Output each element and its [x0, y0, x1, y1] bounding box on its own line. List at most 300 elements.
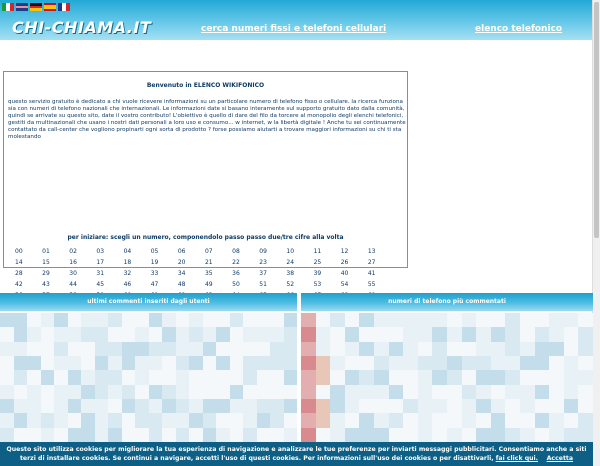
site-header — [0, 0, 593, 40]
blurred-cell — [41, 370, 55, 384]
blurred-cell — [403, 413, 418, 427]
blurred-cell — [316, 399, 331, 413]
prefix-link[interactable]: 37 — [259, 270, 267, 277]
blurred-cell — [330, 370, 345, 384]
blurred-cell — [149, 327, 163, 341]
blurred-cell — [41, 356, 55, 370]
blurred-cell — [81, 313, 95, 327]
prefix-link[interactable]: 22 — [232, 259, 240, 266]
cookie-accept-button[interactable]: Accetta — [546, 455, 574, 462]
blurred-cell — [418, 327, 433, 341]
blurred-cell — [578, 313, 593, 327]
blurred-cell — [230, 313, 244, 327]
blurred-cell — [505, 370, 520, 384]
blurred-cell — [301, 428, 316, 442]
prefix-link[interactable]: 20 — [177, 259, 186, 266]
blurred-cell — [284, 385, 298, 399]
blurred-cell — [564, 327, 579, 341]
blurred-cell — [95, 385, 109, 399]
blurred-cell — [122, 342, 136, 356]
cookie-banner — [0, 442, 593, 466]
blurred-cell — [14, 413, 28, 427]
prefix-link[interactable]: 38 — [286, 270, 295, 277]
blurred-cell — [68, 342, 82, 356]
prefix-link[interactable]: 07 — [204, 248, 213, 255]
prefix-link[interactable]: 16 — [69, 259, 77, 266]
blurred-cell — [149, 385, 163, 399]
blurred-cell — [270, 327, 284, 341]
blurred-cell — [549, 370, 564, 384]
prefix-link[interactable]: 48 — [177, 281, 186, 288]
blurred-cell — [257, 385, 271, 399]
blurred-cell — [432, 413, 447, 427]
blurred-cell — [162, 399, 176, 413]
prefix-link[interactable]: 02 — [69, 248, 77, 255]
blurred-cell — [230, 428, 244, 442]
blurred-cell — [243, 413, 257, 427]
blurred-cell — [149, 370, 163, 384]
prefix-link[interactable]: 50 — [232, 281, 240, 288]
blurred-cell — [301, 385, 316, 399]
blurred-cell — [418, 370, 433, 384]
blurred-cell — [284, 356, 298, 370]
blurred-cell — [54, 370, 68, 384]
blurred-cell — [432, 428, 447, 442]
blurred-cell — [345, 342, 360, 356]
blurred-cell — [564, 370, 579, 384]
blurred-cell — [54, 413, 68, 427]
blurred-cell — [520, 327, 535, 341]
prefix-link[interactable]: 32 — [123, 270, 132, 277]
blurred-cell — [535, 413, 550, 427]
blurred-cell — [257, 370, 271, 384]
cookie-text: Questo sito utilizza cookies per migliorare la tua esperienza di navigazione e analizzare le tue preferenze per inviarti messaggi pubblicitari. Consentiamo anche a siti terzi di installare cookies. Se continui a navigare, accetti l'uso di questi cookies. Per informazioni sull'uso dei cookies o per disattivarli, — [6, 446, 587, 462]
prefix-link[interactable]: 19 — [150, 259, 159, 266]
blurred-cell — [27, 428, 41, 442]
blurred-cell — [374, 399, 389, 413]
blurred-cell — [122, 413, 136, 427]
blurred-cell — [432, 385, 447, 399]
blurred-cell — [176, 313, 190, 327]
prefix-link[interactable]: 03 — [96, 248, 105, 255]
blurred-cell — [403, 356, 418, 370]
cookie-info-link[interactable]: fai click qui. — [495, 455, 539, 462]
blurred-cell — [359, 356, 374, 370]
prefix-link[interactable]: 01 — [42, 248, 50, 255]
prefix-link[interactable]: 35 — [204, 270, 213, 277]
blurred-cell — [95, 313, 109, 327]
blurred-cell — [491, 428, 506, 442]
blurred-cell — [243, 370, 257, 384]
blurred-cell — [54, 313, 68, 327]
blurred-cell — [122, 385, 136, 399]
blurred-cell — [549, 385, 564, 399]
blurred-cell — [403, 399, 418, 413]
blurred-cell — [535, 356, 550, 370]
blurred-cell — [462, 313, 477, 327]
blurred-cell — [122, 327, 136, 341]
blurred-cell — [520, 413, 535, 427]
prefix-link[interactable]: 44 — [69, 281, 77, 288]
blurred-cell — [535, 370, 550, 384]
blurred-cell — [491, 342, 506, 356]
latest-comments-list — [0, 313, 297, 442]
blurred-cell — [389, 327, 404, 341]
prefix-link[interactable]: 15 — [42, 259, 50, 266]
prefix-link[interactable]: 55 — [367, 281, 376, 288]
prefix-link[interactable]: 21 — [204, 259, 213, 266]
blurred-cell — [284, 399, 298, 413]
prefix-link[interactable]: 04 — [123, 248, 132, 255]
blurred-cell — [301, 356, 316, 370]
blurred-cell — [535, 313, 550, 327]
blurred-cell — [81, 399, 95, 413]
prefix-link[interactable]: 12 — [340, 248, 349, 255]
blurred-cell — [520, 370, 535, 384]
blurred-cell — [203, 413, 217, 427]
blurred-cell — [270, 413, 284, 427]
blurred-cell — [203, 313, 217, 327]
prefix-link[interactable]: 42 — [15, 281, 23, 288]
blurred-cell — [189, 399, 203, 413]
blurred-cell — [491, 399, 506, 413]
blurred-cell — [535, 342, 550, 356]
blurred-cell — [462, 385, 477, 399]
blurred-cell — [389, 413, 404, 427]
prefix-link[interactable]: 06 — [177, 248, 186, 255]
prefix-link[interactable]: 41 — [367, 270, 376, 277]
blurred-cell — [27, 399, 41, 413]
blurred-cell — [189, 327, 203, 341]
blurred-cell — [476, 356, 491, 370]
prefix-link[interactable]: 36 — [232, 270, 240, 277]
prefix-link[interactable]: 05 — [150, 248, 159, 255]
prefix-link[interactable]: 53 — [313, 281, 322, 288]
prefix-link[interactable]: 13 — [367, 248, 376, 255]
prefix-link[interactable]: 17 — [96, 259, 105, 266]
blurred-cell — [345, 428, 360, 442]
blurred-cell — [316, 313, 331, 327]
blurred-cell — [374, 327, 389, 341]
blurred-cell — [27, 356, 41, 370]
blurred-cell — [135, 342, 149, 356]
blurred-cell — [216, 342, 230, 356]
france-flag-icon[interactable] — [58, 3, 70, 11]
blurred-cell — [447, 428, 462, 442]
blurred-cell — [230, 342, 244, 356]
blurred-cell — [374, 370, 389, 384]
blurred-cell — [520, 428, 535, 442]
prefix-link[interactable]: 34 — [177, 270, 186, 277]
blurred-cell — [176, 399, 190, 413]
prefix-link[interactable]: 52 — [286, 281, 295, 288]
blurred-cell — [176, 428, 190, 442]
blurred-cell — [447, 385, 462, 399]
blurred-cell — [476, 327, 491, 341]
blurred-cell — [216, 313, 230, 327]
blurred-cell — [135, 385, 149, 399]
blurred-cell — [345, 413, 360, 427]
blurred-cell — [189, 313, 203, 327]
blurred-cell — [41, 327, 55, 341]
blurred-cell — [345, 370, 360, 384]
prefix-link[interactable]: 49 — [204, 281, 213, 288]
blurred-cell — [359, 327, 374, 341]
blurred-cell — [68, 413, 82, 427]
scrollbar-thumb[interactable] — [594, 2, 599, 238]
blurred-cell — [491, 385, 506, 399]
blurred-cell — [418, 342, 433, 356]
blurred-cell — [403, 313, 418, 327]
blurred-cell — [549, 342, 564, 356]
prefix-link[interactable]: 29 — [42, 270, 50, 277]
welcome-title: Benvenuto in ELENCO WIKIFONICO — [146, 82, 265, 89]
blurred-cell — [243, 356, 257, 370]
blurred-cell — [54, 399, 68, 413]
blurred-cell — [27, 385, 41, 399]
spain-flag-icon[interactable] — [44, 3, 56, 11]
blurred-cell — [108, 413, 122, 427]
site-logo[interactable]: CHI-CHIAMA.IT — [12, 18, 152, 37]
prefix-link[interactable]: 18 — [123, 259, 132, 266]
blurred-cell — [81, 413, 95, 427]
blurred-cell — [135, 413, 149, 427]
page-scrollbar[interactable] — [592, 0, 600, 466]
blurred-cell — [135, 428, 149, 442]
blurred-cell — [462, 413, 477, 427]
blurred-cell — [176, 342, 190, 356]
blurred-cell — [257, 313, 271, 327]
blurred-cell — [270, 370, 284, 384]
blurred-cell — [108, 313, 122, 327]
blurred-cell — [432, 370, 447, 384]
blurred-cell — [95, 399, 109, 413]
blurred-cell — [447, 399, 462, 413]
blurred-cell — [447, 342, 462, 356]
search-numbers-link[interactable]: cerca numeri fissi e telefoni cellulari — [201, 24, 387, 34]
blurred-cell — [216, 428, 230, 442]
blurred-cell — [491, 313, 506, 327]
most-commented-header: numeri di telefono più commentati — [301, 293, 593, 311]
blurred-cell — [108, 428, 122, 442]
prefix-link[interactable]: 40 — [340, 270, 349, 277]
blurred-cell — [462, 428, 477, 442]
blurred-cell — [257, 356, 271, 370]
blurred-cell — [54, 342, 68, 356]
blurred-cell — [564, 385, 579, 399]
blurred-cell — [41, 399, 55, 413]
blurred-cell — [432, 356, 447, 370]
blurred-cell — [359, 428, 374, 442]
prefix-link[interactable]: 30 — [69, 270, 77, 277]
blurred-cell — [549, 428, 564, 442]
blurred-cell — [230, 399, 244, 413]
blurred-cell — [389, 370, 404, 384]
blurred-cell — [230, 385, 244, 399]
blurred-cell — [505, 313, 520, 327]
blurred-cell — [135, 356, 149, 370]
prefix-link[interactable]: 51 — [259, 281, 267, 288]
blurred-cell — [108, 342, 122, 356]
blurred-cell — [549, 327, 564, 341]
latest-comments-header: ultimi commenti inseriti dagli utenti — [0, 293, 297, 311]
blurred-cell — [330, 327, 345, 341]
prefix-link[interactable]: 08 — [232, 248, 240, 255]
blurred-cell — [54, 356, 68, 370]
germany-flag-icon[interactable] — [30, 3, 42, 11]
blurred-cell — [68, 399, 82, 413]
blurred-cell — [203, 356, 217, 370]
blurred-cell — [418, 399, 433, 413]
blurred-cell — [68, 370, 82, 384]
prefix-link[interactable]: 00 — [15, 248, 23, 255]
prefix-link[interactable]: 10 — [286, 248, 295, 255]
prefix-link[interactable]: 26 — [340, 259, 349, 266]
blurred-cell — [330, 356, 345, 370]
blurred-cell — [108, 370, 122, 384]
welcome-intro: questo servizio gratuito è dedicato a chi vuole ricevere informazioni su un particolare numero di telefono fisso o cellulare. la ricerca funziona sia con numeri di telefono nazionali che internazionali. Le informazioni date si basano interamente sul supporto gratuito dato dalla comunità, quindi se arrivate su questo sito, date il vostro contributo! L'obiettivo è quello di dare del filo da torcere al monopolio degli elenchi telefonici, gestiti da multinazionali che usano i nostri dati personali a loro uso e consumo... w internet, w la libertà digitale ! Anche tu sei continuamente contattato da call-center che vogliono propinarti ogni sorta di prodotto ? forse possiamo aiutarti a trovare maggiori informazioni su chi ti sta molestando — [8, 99, 406, 140]
welcome-box — [3, 71, 408, 288]
blurred-cell — [257, 342, 271, 356]
prefix-link[interactable]: 33 — [150, 270, 159, 277]
blurred-cell — [476, 370, 491, 384]
blurred-cell — [505, 356, 520, 370]
blurred-cell — [0, 342, 14, 356]
blurred-cell — [243, 342, 257, 356]
prefix-link[interactable]: 14 — [15, 259, 23, 266]
prefix-link[interactable]: 45 — [96, 281, 105, 288]
blurred-cell — [403, 428, 418, 442]
prefix-link[interactable]: 11 — [313, 248, 322, 255]
prefix-link[interactable]: 09 — [259, 248, 267, 255]
blurred-cell — [203, 385, 217, 399]
blurred-cell — [447, 313, 462, 327]
blurred-cell — [162, 385, 176, 399]
blurred-cell — [270, 356, 284, 370]
prefix-link[interactable]: 54 — [340, 281, 349, 288]
blurred-cell — [108, 399, 122, 413]
blurred-cell — [122, 428, 136, 442]
prefix-link[interactable]: 47 — [150, 281, 159, 288]
blurred-cell — [578, 428, 593, 442]
prefix-link[interactable]: 23 — [259, 259, 267, 266]
blurred-cell — [301, 342, 316, 356]
blurred-cell — [578, 385, 593, 399]
blurred-cell — [189, 370, 203, 384]
blurred-cell — [135, 370, 149, 384]
blurred-cell — [476, 413, 491, 427]
blurred-cell — [203, 399, 217, 413]
prefix-link[interactable]: 28 — [15, 270, 23, 277]
blurred-cell — [0, 385, 14, 399]
phone-directory-link[interactable]: elenco telefonico — [475, 24, 563, 34]
blurred-cell — [189, 356, 203, 370]
blurred-cell — [491, 413, 506, 427]
blurred-cell — [564, 342, 579, 356]
blurred-cell — [284, 370, 298, 384]
blurred-cell — [81, 342, 95, 356]
blurred-cell — [330, 385, 345, 399]
blurred-cell — [54, 327, 68, 341]
prefix-link[interactable]: 25 — [313, 259, 322, 266]
blurred-cell — [301, 370, 316, 384]
blurred-cell — [535, 385, 550, 399]
blurred-cell — [345, 399, 360, 413]
blurred-cell — [476, 342, 491, 356]
prefix-link[interactable]: 27 — [367, 259, 376, 266]
blurred-cell — [389, 342, 404, 356]
blurred-cell — [447, 327, 462, 341]
blurred-cell — [108, 356, 122, 370]
italy-flag-icon[interactable] — [2, 3, 14, 11]
blurred-cell — [284, 327, 298, 341]
blurred-cell — [491, 356, 506, 370]
blurred-cell — [578, 342, 593, 356]
blurred-cell — [203, 428, 217, 442]
blurred-cell — [27, 313, 41, 327]
blurred-cell — [162, 370, 176, 384]
blurred-cell — [330, 399, 345, 413]
blurred-cell — [505, 385, 520, 399]
blurred-cell — [476, 385, 491, 399]
prefix-link[interactable]: 31 — [96, 270, 105, 277]
blurred-cell — [54, 428, 68, 442]
blurred-cell — [505, 428, 520, 442]
uk-flag-icon[interactable] — [16, 3, 28, 11]
blurred-cell — [418, 413, 433, 427]
prefix-link[interactable]: 43 — [42, 281, 50, 288]
blurred-cell — [270, 399, 284, 413]
blurred-cell — [41, 313, 55, 327]
blurred-cell — [564, 313, 579, 327]
blurred-cell — [0, 327, 14, 341]
blurred-cell — [330, 313, 345, 327]
blurred-cell — [243, 385, 257, 399]
blurred-cell — [14, 399, 28, 413]
blurred-cell — [535, 327, 550, 341]
blurred-cell — [95, 356, 109, 370]
blurred-cell — [284, 313, 298, 327]
blurred-cell — [578, 413, 593, 427]
prefix-link[interactable]: 39 — [313, 270, 322, 277]
blurred-cell — [330, 428, 345, 442]
blurred-cell — [578, 370, 593, 384]
prefix-link[interactable]: 46 — [123, 281, 132, 288]
blurred-cell — [0, 313, 14, 327]
blurred-cell — [374, 342, 389, 356]
blurred-cell — [505, 327, 520, 341]
blurred-cell — [68, 385, 82, 399]
blurred-cell — [432, 399, 447, 413]
blurred-cell — [27, 342, 41, 356]
blurred-cell — [520, 399, 535, 413]
blurred-cell — [284, 342, 298, 356]
blurred-cell — [14, 370, 28, 384]
blurred-cell — [345, 313, 360, 327]
blurred-cell — [359, 399, 374, 413]
blurred-cell — [122, 370, 136, 384]
blurred-cell — [122, 356, 136, 370]
blurred-cell — [14, 342, 28, 356]
blurred-cell — [330, 413, 345, 427]
blurred-cell — [535, 428, 550, 442]
blurred-cell — [216, 370, 230, 384]
blurred-cell — [301, 413, 316, 427]
blurred-cell — [520, 313, 535, 327]
blurred-cell — [374, 313, 389, 327]
blurred-cell — [243, 428, 257, 442]
prefix-link[interactable]: 24 — [286, 259, 295, 266]
